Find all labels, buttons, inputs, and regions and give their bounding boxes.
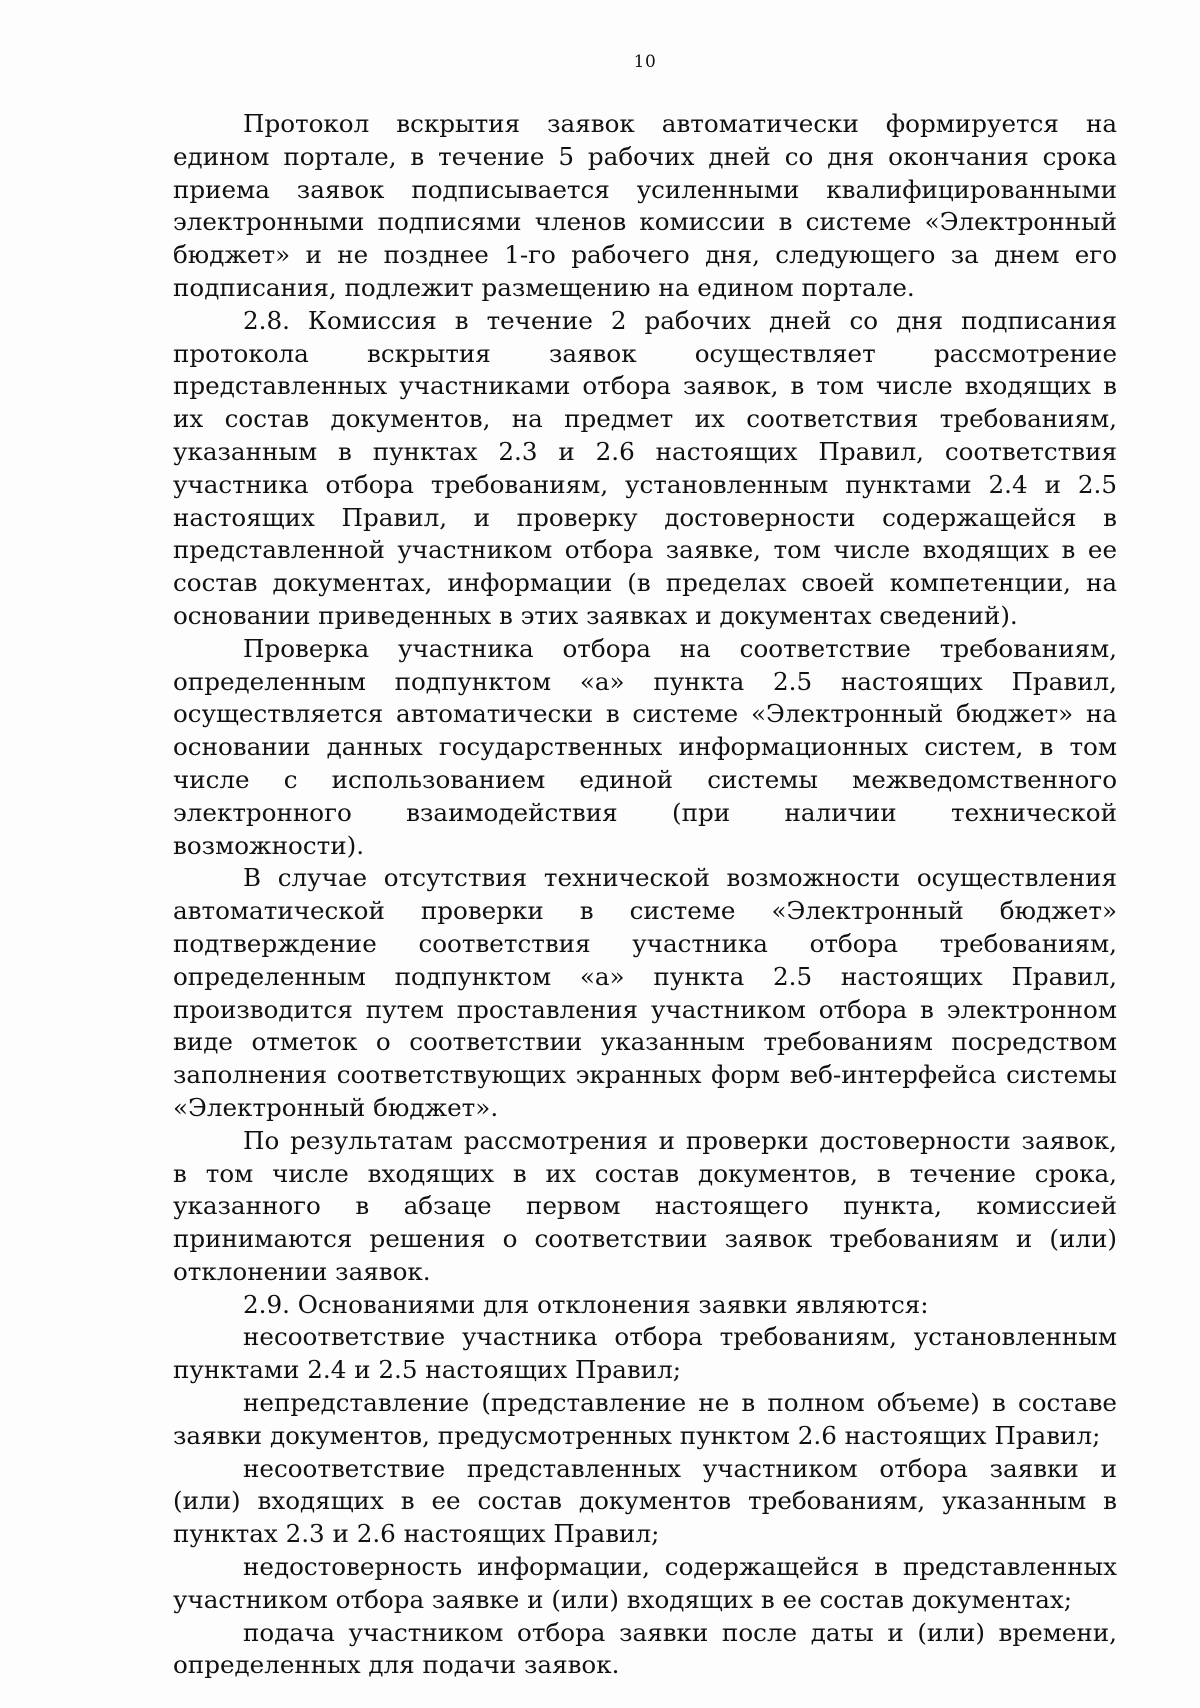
paragraph-reason-3: несоответствие представленных участником отбора заявки и (или) входящих в ее состав документов требованиям, указанным в пунктах 2.3 и 2.6 настоящих Правил;	[173, 1453, 1117, 1549]
paragraph-2-8: 2.8. Комиссия в течение 2 рабочих дней со дня подписания протокола вскрытия заявок осуществляет рассмотрение представленных участниками отбора заявок, в том числе входящих в их состав документов, на предмет их соответствия требованиям, указанным в пунктах 2.3 и 2.6 настоящих Правил, соответствия участника отбора требованиям, установленным пунктами 2.4 и 2.5 настоящих Правил, и проверку достоверности содержащейся в представленной участником отбора заявке, том числе входящих в ее состав документах, информации (в пределах своей компетенции, на основании приведенных в этих заявках и документах сведений).	[173, 305, 1117, 630]
paragraph-reason-4: недостоверность информации, содержащейся в представленных участником отбора заявке и (или) входящих в ее состав документах;	[173, 1552, 1117, 1614]
page-number: 10	[633, 52, 657, 72]
paragraph-results: По результатам рассмотрения и проверки достоверности заявок, в том числе входящих в их состав документов, в течение срока, указанного в абзаце первом настоящего пункта, комиссией принимаются решения о соответствии заявок требованиям и (или) отклонении заявок.	[173, 1125, 1117, 1286]
paragraph-reason-1: несоответствие участника отбора требованиям, установленным пунктами 2.4 и 2.5 настоящих Правил;	[173, 1322, 1117, 1385]
paragraph-protocol: Протокол вскрытия заявок автоматически формируется на едином портале, в течение 5 рабочих дней со дня окончания срока приема заявок подписывается усиленными квалифицированными электронными подписями членов комиссии в системе «Электронный бюджет» и не позднее 1-го рабочего дня, следующего за днем его подписания, подлежит размещению на едином портале.	[173, 109, 1117, 302]
document-body	[173, 108, 1117, 1682]
paragraph-reason-2: непредставление (представление не в полном объеме) в составе заявки документов, предусмотренных пунктом 2.6 настоящих Правил;	[173, 1388, 1117, 1450]
paragraph-no-tech: В случае отсутствия технической возможности осуществления автоматической проверки в системе «Электронный бюджет» подтверждение соответствия участника отбора требованиям, определенным подпунктом «а» пункта 2.5 настоящих Правил, производится путем проставления участником отбора в электронном виде отметок о соответствии указанным требованиям посредством заполнения соответствующих экранных форм веб-интерфейса системы «Электронный бюджет».	[173, 863, 1117, 1122]
paragraph-2-9: 2.9. Основаниями для отклонения заявки являются:	[243, 1289, 929, 1319]
paragraph-check: Проверка участника отбора на соответствие требованиям, определенным подпунктом «а» пункта 2.5 настоящих Правил, осуществляется автоматически в системе «Электронный бюджет» на основании данных государственных информационных систем, в том числе с использованием единой системы межведомственного электронного взаимодействия (при наличии технической возможности).	[173, 633, 1117, 860]
paragraph-reason-5: подача участником отбора заявки после даты и (или) времени, определенных для подачи заявок.	[173, 1617, 1117, 1680]
